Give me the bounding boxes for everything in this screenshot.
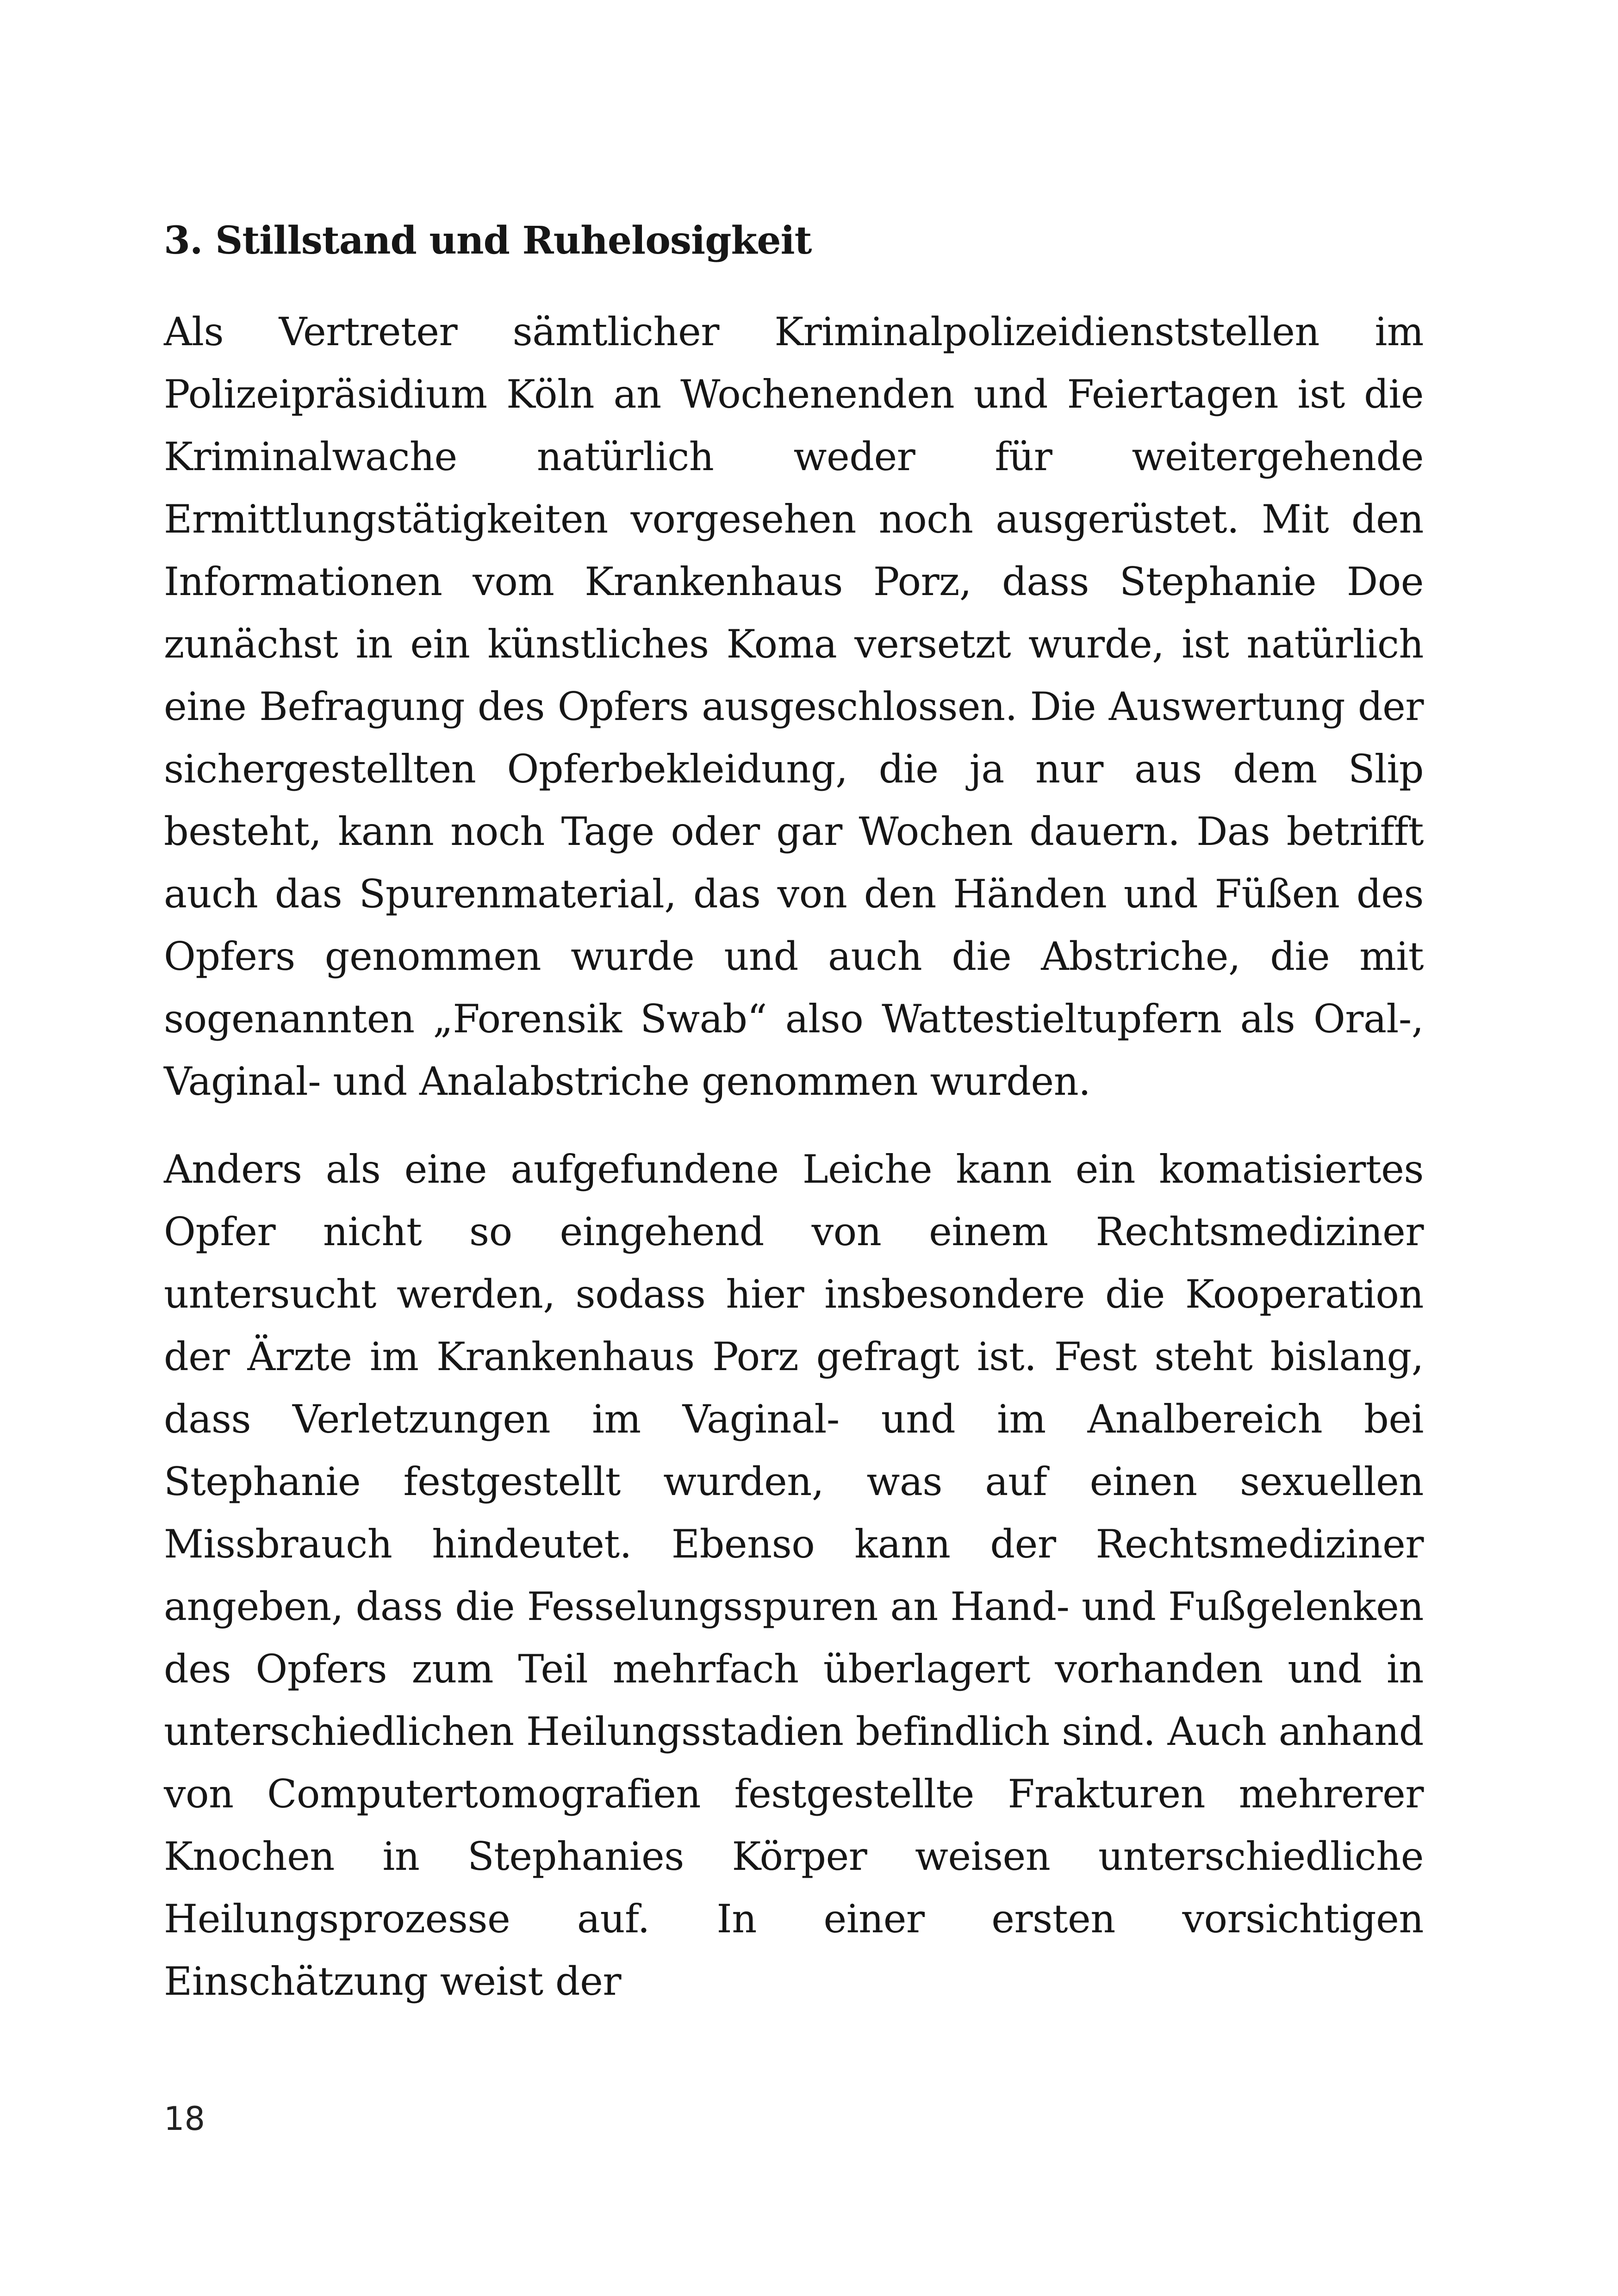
chapter-title: 3. Stillstand und Ruhelosigkeit	[164, 218, 812, 263]
paragraph-1: Als Vertreter sämtlicher Kriminalpolizeidienststellen im Polizeipräsidium Köln an Wochenenden und Feiertagen ist die Kriminalwache natürlich weder für weitergehende Ermittlungstätigkeiten vorgesehen noch ausgerüstet. Mit den Informationen vom Krankenhaus Porz, dass Stephanie Doe zunächst in ein künstliches Koma versetzt wurde, ist natürlich eine Befragung des Opfers ausgeschlossen. Die Auswertung der sichergestellten Opferbekleidung, die ja nur aus dem Slip besteht, kann noch Tage oder gar Wochen dauern. Das betrifft auch das Spurenmaterial, das von den Händen und Füßen des Opfers genommen wurde und auch die Abstriche, die mit sogenannten „Forensik Swab“ also Wattestieltupfern als Oral-, Vaginal- und Analabstriche genommen wurden.	[164, 309, 1424, 1104]
page-number: 18	[164, 2100, 205, 2138]
paragraph-2: Anders als eine aufgefundene Leiche kann ein komatisiertes Opfer nicht so eingehend von einem Rechtsmediziner untersucht werden, sodass hier insbesondere die Kooperation der Ärzte im Krankenhaus Porz gefragt ist. Fest steht bislang, dass Verletzungen im Vaginal- und im Analbereich bei Stephanie festgestellt wurden, was auf einen sexuellen Missbrauch hindeutet. Ebenso kann der Rechtsmediziner angeben, dass die Fesselungsspuren an Hand- und Fußgelenken des Opfers zum Teil mehrfach überlagert vorhanden und in unterschiedlichen Heilungsstadien befindlich sind. Auch anhand von Computertomografien festgestellte Frakturen mehrerer Knochen in Stephanies Körper weisen unterschiedliche Heilungsprozesse auf. In einer ersten vorsichtigen Einschätzung weist der	[164, 1147, 1424, 2004]
page-content	[164, 217, 1424, 2038]
